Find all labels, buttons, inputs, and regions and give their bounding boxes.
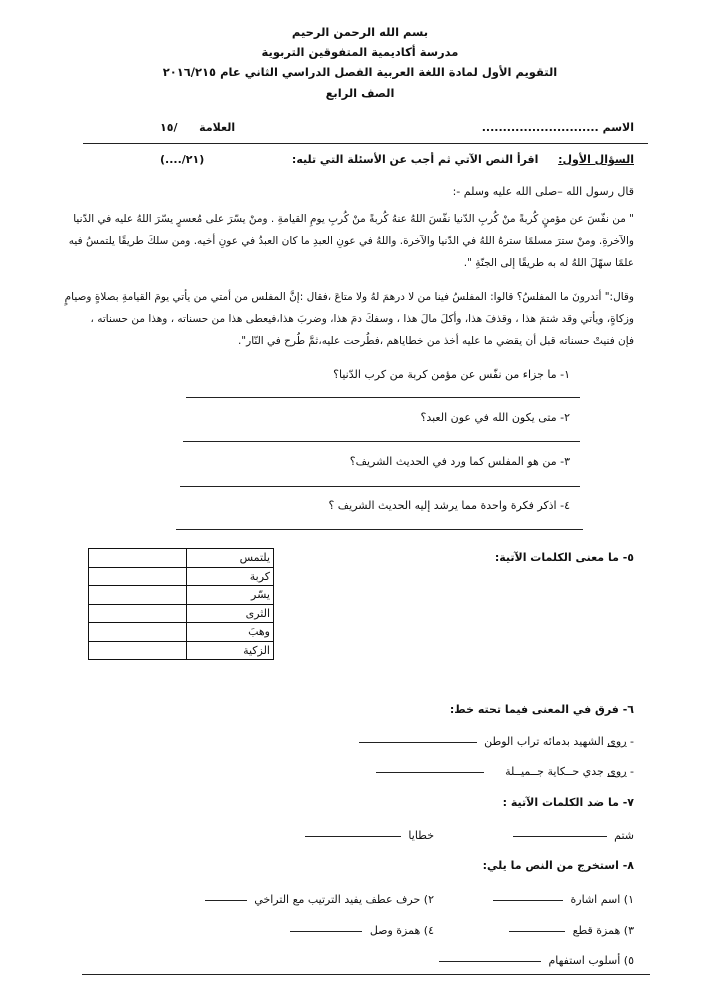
vocab-word: وهبَ: [187, 623, 274, 642]
answer-blank[interactable]: [205, 900, 247, 901]
q8-item-3: ٣) همزة قطع: [434, 923, 634, 939]
question-2: ٢- متى يكون الله في عون العبد؟: [420, 411, 570, 424]
question-4: ٤- اذكر فكرة واحدة مما يرشد إليه الحديث الشريف ؟: [328, 499, 570, 512]
question1-score: (..../٢١): [160, 153, 205, 166]
name-label: الاسم: [602, 121, 634, 134]
vocab-answer-cell[interactable]: [89, 623, 187, 642]
passage-1: [36, 208, 634, 274]
hadith-intro: قال رسول الله –صلى الله عليه وسلم -:: [452, 185, 634, 198]
basmala: بسم الله الرحمن الرحيم: [291, 25, 429, 39]
q8-item-2: ٢) حرف عطف يفيد الترتيب مع التراخي: [172, 892, 434, 908]
answer-line-3[interactable]: [180, 486, 580, 487]
q6-title: ٦- فرق في المعنى فيما تحته خط:: [449, 703, 634, 716]
answer-blank[interactable]: [305, 836, 401, 837]
antonym-word: شتم: [614, 829, 634, 842]
question1-label: السؤال الأول:: [558, 153, 634, 166]
q6-item-1: - روى الشهيد بدمائه تراب الوطن: [355, 734, 634, 750]
passage-2-line: فإن فنيتْ حسناته قبل أن يقضي ما عليه أخذ من خطاياهم ،فطُرحت عليه،ثمَّ طُرح في النّار".: [237, 335, 634, 347]
question1-header-row: [160, 152, 634, 168]
header-divider: [83, 143, 648, 144]
vocab-word: يلتمس: [187, 549, 274, 568]
grade-label: الصف الرابع: [325, 86, 395, 100]
answer-blank[interactable]: [513, 836, 607, 837]
vocab-row: [89, 586, 274, 605]
q8-row-1: [170, 892, 634, 908]
student-name-row: [482, 120, 634, 136]
q7-item-1: [434, 828, 634, 844]
q8-row-2: [170, 923, 634, 939]
vocab-answer-cell[interactable]: [89, 567, 187, 586]
q8-title: ٨- استخرج من النص ما يلي:: [482, 859, 634, 872]
vocab-answer-cell[interactable]: [89, 604, 187, 623]
underlined-word: روى: [607, 765, 627, 778]
vocab-answer-cell[interactable]: [89, 641, 187, 660]
q7-item-2: [264, 828, 434, 844]
vocab-row: [89, 604, 274, 623]
vocab-row: [89, 567, 274, 586]
vocab-answer-cell[interactable]: [89, 586, 187, 605]
answer-line-1[interactable]: [186, 397, 580, 398]
answer-blank[interactable]: [359, 742, 477, 743]
question1-instruction: اقرأ النص الآتي ثم أجب عن الأسئلة التي تليه:: [291, 153, 539, 166]
vocab-row: [89, 549, 274, 568]
passage-1-line: علمًا سهّلَ اللهُ له به طريقًا إلى الجنّةِ ".: [463, 257, 634, 269]
passage-2: [36, 286, 634, 352]
passage-1-line: " من نفّسَ عن مؤمنٍ كُربةً منْ كُربِ الدّنيا نفّسَ اللهُ عنهُ كُربةً منْ كُربِ يومِ القيامةِ . ومنْ يسّرَ على مُعسرٍ يسّرَ اللهُ عليه في الدّنيا: [73, 213, 634, 225]
mark-row: [160, 120, 235, 136]
q8-item-4: ٤) همزة وصل: [254, 923, 434, 939]
question1-header: [292, 152, 634, 168]
vocab-word: الزكية: [187, 641, 274, 660]
answer-line-2[interactable]: [183, 441, 580, 442]
q8-item-1: ١) اسم اشارة: [434, 892, 634, 908]
q8-item-5: ٥) أسلوب استفهام: [435, 953, 634, 969]
vocab-word: الثرى: [187, 604, 274, 623]
answer-blank[interactable]: [439, 961, 541, 962]
vocab-table: [88, 548, 274, 660]
vocab-row: [89, 641, 274, 660]
name-field[interactable]: ............................: [481, 121, 599, 134]
bottom-divider: [82, 974, 650, 975]
exam-title: التقويم الأول لمادة اللغة العربية الفصل الدراسي الثاني عام ٢٠١٦/٢١٥: [162, 65, 558, 79]
question-3: ٣- من هو المفلس كما ورد في الحديث الشريف؟: [349, 455, 570, 468]
student-info-row: [160, 120, 634, 136]
underlined-word: روى: [607, 735, 627, 748]
answer-line-4[interactable]: [176, 529, 583, 530]
vocab-word: يسّر: [187, 586, 274, 605]
q5-title: ٥- ما معنى الكلمات الآتية:: [494, 551, 634, 564]
school-name: مدرسة أكاديمية المتفوقين التربوية: [261, 45, 459, 59]
passage-1-line: والآخرةِ. ومنْ سترَ مسلمًا سترهُ اللهُ في الدّنيا والآخرة. واللهُ في عونِ العبدِ ما كان العبدُ في عونِ أخيه. ومن سلكَ طريقًا يلتمسُ فيه: [68, 235, 634, 247]
passage-2-line: وزكاةٍ، ويأتي وقد شتمَ هذا ، وقذفَ هذا، وأكلَ مالَ هذا ، وسفكَ دمَ هذا، وضربَ هذا،فيعطى هذا من حسناته ، وهذا من حسناته ،: [90, 313, 634, 325]
answer-blank[interactable]: [509, 931, 565, 932]
answer-blank[interactable]: [290, 931, 362, 932]
q7-title: ٧- ما ضد الكلمات الآتية :: [502, 796, 634, 809]
vocab-answer-cell[interactable]: [89, 549, 187, 568]
answer-blank[interactable]: [376, 772, 484, 773]
answer-blank[interactable]: [493, 900, 563, 901]
vocab-row: [89, 623, 274, 642]
vocab-word: كربة: [187, 567, 274, 586]
q7-row: [250, 828, 634, 844]
passage-2-line: وقال:" أتدرونَ ما المفلسُ؟ قالوا: المفلسُ فينا من لا درهمَ لهُ ولا متاعَ ،فقال :إنَّ المفلس من أمتي من يأتي يومَ القيامةِ بصلاةٍ وصيامٍ: [64, 291, 634, 303]
antonym-word: خطايا: [408, 829, 434, 842]
q6-item-2: - روى جدي حــكاية جــميــلة: [372, 764, 634, 780]
question-1: ١- ما جزاء من نفّس عن مؤمن كربة من كرب الدّنيا؟: [333, 368, 570, 381]
mark-label: العلامة: [199, 121, 236, 134]
mark-value: /١٥: [160, 121, 178, 134]
